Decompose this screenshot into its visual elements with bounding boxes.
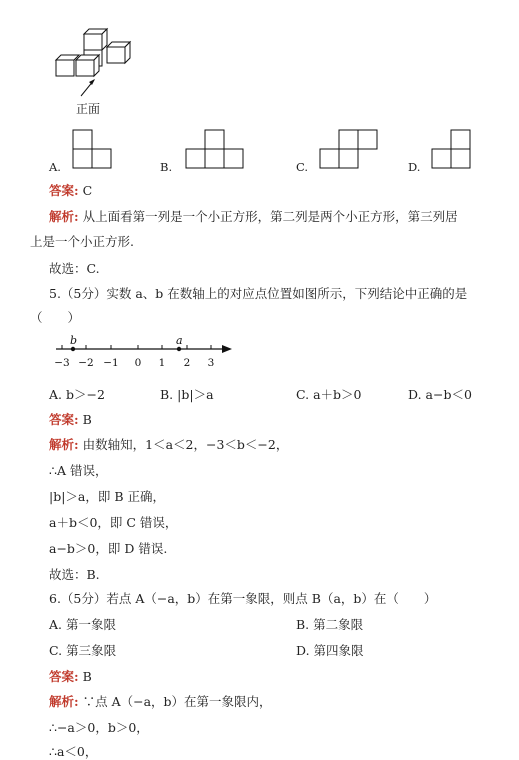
- q5-step-2: |b|＞a，即 B 正确，: [49, 489, 166, 504]
- answer-value: C: [82, 183, 93, 198]
- tick-label: −3: [54, 357, 70, 369]
- q6-stem: 6.（5分）若点 A（−a，b）在第一象限，则点 B（a，b）在（ ）: [49, 591, 437, 606]
- option-letter: B.: [160, 387, 174, 402]
- option-text: b＞−2: [66, 387, 105, 402]
- option-letter: D.: [408, 387, 422, 402]
- tick-label: −1: [103, 357, 119, 369]
- option-letter: D.: [296, 643, 310, 658]
- answer-value: B: [82, 412, 92, 427]
- q5-answer: [49, 410, 92, 428]
- tick-label: 3: [207, 357, 215, 369]
- answer-label: 答案:: [49, 412, 79, 427]
- analysis-text: 从上面看第一列是一个小正方形，第二列是两个小正方形，第三列居: [82, 209, 458, 224]
- q6-answer: [49, 667, 92, 685]
- q4-conclusion: 故选：C.: [49, 261, 100, 276]
- q4-option-c: C.: [296, 160, 309, 174]
- option-text: 第一象限: [66, 617, 117, 632]
- q4-option-b: B.: [160, 160, 173, 174]
- analysis-text: 由数轴知，1＜a＜2，−3＜b＜−2，: [82, 437, 289, 452]
- q6-option-d: [296, 641, 364, 659]
- q5-step-3: a＋b＜0，即 C 错误，: [49, 515, 178, 530]
- q5-analysis-line1: [49, 435, 288, 453]
- option-text: 第四象限: [313, 643, 364, 658]
- point-b-label: b: [70, 334, 78, 347]
- q6-option-a: [49, 615, 116, 633]
- q5-option-a: [49, 385, 105, 403]
- q5-step-4: a−b＞0，即 D 错误.: [49, 541, 168, 556]
- tick-label: 2: [183, 357, 191, 369]
- q6-option-b: [296, 615, 363, 633]
- q6-option-c: [49, 641, 116, 659]
- front-view-label: 正面: [76, 102, 101, 116]
- tick-label: −2: [78, 357, 94, 369]
- q5-conclusion: 故选：B.: [49, 567, 100, 582]
- option-letter: A.: [49, 387, 63, 402]
- analysis-label: 解析:: [49, 694, 79, 709]
- analysis-label: 解析:: [49, 437, 79, 452]
- q5-option-c: [296, 385, 362, 403]
- q6-analysis-line1: [49, 692, 272, 710]
- analysis-text: ∵点 A（−a，b）在第一象限内，: [82, 694, 272, 709]
- q6-step-1: ∴−a＞0，b＞0，: [49, 720, 149, 735]
- option-text: |b|＞a: [177, 387, 214, 402]
- answer-label: 答案:: [49, 183, 79, 198]
- q5-step-1: ∴A 错误，: [49, 463, 108, 478]
- option-text: 第二象限: [313, 617, 364, 632]
- option-letter: C.: [49, 643, 63, 658]
- option-text: a＋b＞0: [313, 387, 362, 402]
- q5-stem-line2: （ ）: [30, 310, 81, 325]
- q5-option-b: [160, 385, 214, 403]
- q5-option-d: [408, 385, 472, 403]
- tick-label: 0: [134, 357, 142, 369]
- q4-option-a: A.: [49, 160, 61, 174]
- option-letter: C.: [296, 387, 310, 402]
- analysis-label: 解析:: [49, 209, 79, 224]
- option-letter: A.: [49, 617, 63, 632]
- answer-value: B: [82, 669, 92, 684]
- q4-analysis-line2: 上是一个小正方形.: [30, 234, 134, 249]
- option-text: 第三象限: [66, 643, 117, 658]
- q6-step-2: ∴a＜0，: [49, 744, 98, 759]
- answer-label: 答案:: [49, 669, 79, 684]
- tick-label: 1: [158, 357, 166, 369]
- q4-option-d: D.: [408, 160, 421, 174]
- option-text: a−b＜0: [425, 387, 472, 402]
- option-letter: B.: [296, 617, 310, 632]
- point-a-dot: [177, 347, 181, 351]
- q5-stem-line1: 5.（5分）实数 a、b 在数轴上的对应点位置如图所示，下列结论中正确的是: [49, 286, 468, 301]
- point-b-dot: [71, 347, 75, 351]
- point-a-label: a: [176, 334, 183, 347]
